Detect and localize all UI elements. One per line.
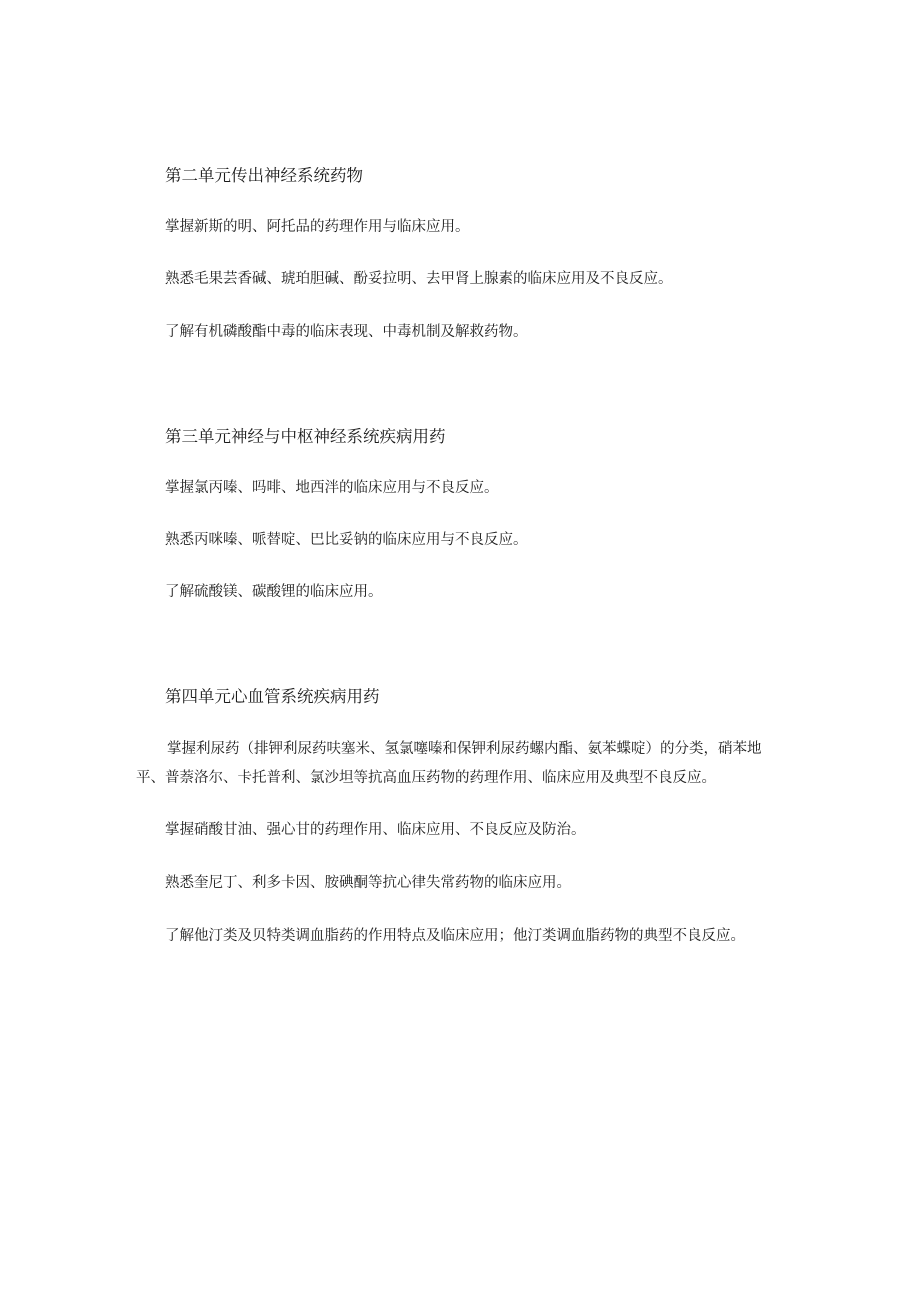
section-2-item-master: 掌握新斯的明、阿托品的药理作用与临床应用。: [165, 219, 470, 235]
section-4-item-master-line-1: 掌握利尿药（排钾利尿药呋塞米、氢氯噻嗪和保钾利尿药螺内酯、氨苯蝶啶）的分类，硝苯地: [167, 741, 762, 757]
section-2-item-familiar: 熟悉毛果芸香碱、琥珀胆碱、酚妥拉明、去甲肾上腺素的临床应用及不良反应。: [165, 271, 673, 287]
section-heading-unit-2: 第二单元传出神经系统药物: [165, 166, 363, 185]
section-heading-unit-3: 第三单元神经与中枢神经系统疾病用药: [165, 427, 446, 446]
section-4-item-master-2: 掌握硝酸甘油、强心甘的药理作用、临床应用、不良反应及防治。: [165, 822, 586, 838]
section-3-item-familiar: 熟悉丙咪嗪、哌替啶、巴比妥钠的临床应用与不良反应。: [165, 532, 528, 548]
section-3-item-understand: 了解硫酸镁、碳酸锂的临床应用。: [165, 584, 383, 600]
section-4-item-master-line-2: 平、普萘洛尔、卡托普利、氯沙坦等抗高血压药物的药理作用、临床应用及典型不良反应。: [136, 770, 716, 786]
section-4-item-familiar: 熟悉奎尼丁、利多卡因、胺碘酮等抗心律失常药物的临床应用。: [165, 875, 571, 891]
section-heading-unit-4: 第四单元心血管系统疾病用药: [165, 687, 380, 706]
section-4-item-understand: 了解他汀类及贝特类调血脂药的作用特点及临床应用；他汀类调血脂药物的典型不良反应。: [165, 928, 745, 944]
section-3-item-master: 掌握氯丙嗪、吗啡、地西泮的临床应用与不良反应。: [165, 480, 499, 496]
section-2-item-understand: 了解有机磷酸酯中毒的临床表现、中毒机制及解救药物。: [165, 324, 528, 340]
